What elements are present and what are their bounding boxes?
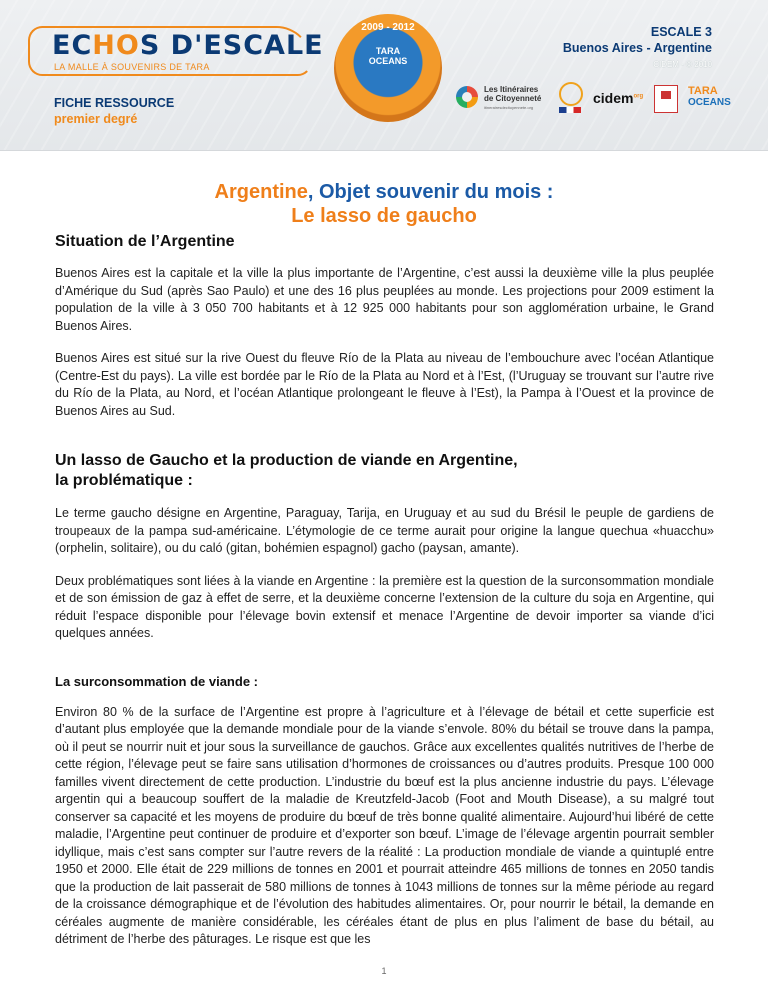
tara-oceans-logo: TARA OCEANS xyxy=(688,85,731,108)
itineraires-ring-icon xyxy=(456,86,478,108)
brand-logo-title: ECHOS D'ESCALE xyxy=(52,30,324,61)
brand-tagline: LA MALLE À SOUVENIRS DE TARA xyxy=(54,62,210,72)
paragraph: Deux problématiques sont liées à la viande en Argentine : la première est la question de la surconsommation mondiale et de son émission de gaz à effet de serre, et la deuxième concerne l’extension de la culture du soja en Argentine, qui réduit l’espace disponible pour l’élevage bovin extensif et menace l’Argentine de devoir importer sa viande d’ici quelques années. xyxy=(55,573,714,640)
document-body xyxy=(55,232,714,949)
escale-number: ESCALE 3 xyxy=(650,25,712,39)
paragraph: Le terme gaucho désigne en Argentine, Paraguay, Tarija, en Uruguay et au sud du Brésil le peuple de gardiens de troupeaux de la pampa sud-américaine. L’étymologie de ce terme aurait pour origine la langue quechua «huacchu» (orphelin, solitaire), ou du caló (gitan, bohémien espagnol) gacho (paysan, amante). xyxy=(55,506,714,555)
paragraph: Environ 80 % de la surface de l’Argentine est propre à l’agriculture et à l’élevage de bétail et cette superficie est d’autant plus employée que la demande mondiale pour de la viande s’envole. 80% du bétail se trouve dans la pampa, où il peut se nourrir nuit et jour sous la surveillance de gauchos. Grâce aux excellentes qualités nutritives de l’herbe de cette région, l’élevage peut se faire sans utilisation d’hormones de croissances ou d’autres produits. Presque 100 000 familles vivent directement de cette production. L’industrie du bœuf est la plus ancienne industrie du pays. L’élevage argentin qui a beaucoup souffert de la maladie de Kreutzfeld-Jacob (Foot and Mouth Disease), a su malgré tout conserver sa capacité et les moyens de produire du bœuf de très bonne qualité alimentaire. Aujourd’hui libéré de cette maladie, l’Argentine peut continuer de produire et d’exporter son bœuf. L’image de l’élevage argentin pourrait sembler idyllique, mais c’est sans compter sur l’autre revers de la réalité : La production mondiale de viande a quintuplé entre 1950 et 2000. Elle était de 229 millions de tonnes en 2001 et pourrait atteindre 465 millions de tonnes en 2050 tandis que la production de lait passerait de 580 millions de tonnes à 1043 millions de tonnes sur la même période au regard de la croissance démographique et de l’évolution des habitudes alimentaires. Or, pour nourrir le bétail, la demande en céréales augmente de manière considérable, les céréales étant de plus en plus l’aliment de base du bétail, au détriment de l’herbe des pâturages. Le risque est que les xyxy=(55,704,714,946)
paragraph: Buenos Aires est la capitale et la ville la plus importante de l’Argentine, c’est aussi la deuxième ville la plus peuplée d’Amérique du Sud (après Sao Paulo) et une des 16 plus peuplées au monde. Les projections pour 2009 estiment la population de la ville à 3 050 700 habitants et à 12 925 000 habitants pour son agglomération urbaine, le Grand Buenos Aires. xyxy=(55,266,714,333)
copyright: CIDEM - © 2010 xyxy=(653,60,712,69)
section-heading-situation: Situation de l’Argentine xyxy=(55,233,235,250)
fiche-subtitle: premier degré xyxy=(54,112,138,126)
paragraph: Buenos Aires est situé sur la rive Ouest du fleuve Río de la Plata au niveau de l’embouchure avec l’océan Atlantique (Centre-Est du pays). La ville est bordée par le Río de la Plata au Nord et à l’Est, (l’Uruguay se trouvant sur l’autre rive du Río de la Plata, au Nord, et l’océan Atlantique prolongeant le fleuve à l’Est), la Pampa à l’Ouest et la province de Buenos Aires au Sud. xyxy=(55,351,714,418)
region-shield-logo xyxy=(654,85,678,113)
itineraires-citoyennete-logo: Les Itinéraires de Citoyenneté itinerairesdecitoyennete.org xyxy=(456,82,556,112)
document-title: Argentine, Objet souvenir du mois : Le lasso de gaucho xyxy=(0,180,768,228)
section-heading-lasso: Un lasso de Gaucho et la production de viande en Argentine, la problématique : xyxy=(55,452,518,489)
fiche-title: FICHE RESSOURCE xyxy=(54,96,175,110)
medal-label: TARA OCEANS xyxy=(368,46,408,66)
medal-year: 2009 - 2012 xyxy=(361,22,415,33)
page-number: 1 xyxy=(381,966,387,976)
section-heading-surconsommation: La surconsommation de viande : xyxy=(55,673,258,689)
page-header xyxy=(0,0,768,151)
cidem-logo: cidem$^{org}$ xyxy=(593,90,644,106)
escale-info xyxy=(563,24,712,56)
republique-francaise-logo xyxy=(559,82,583,112)
escale-location: Buenos Aires - Argentine xyxy=(562,41,712,55)
fiche-label xyxy=(54,95,174,127)
document-subtitle: Le lasso de gaucho xyxy=(291,205,477,227)
